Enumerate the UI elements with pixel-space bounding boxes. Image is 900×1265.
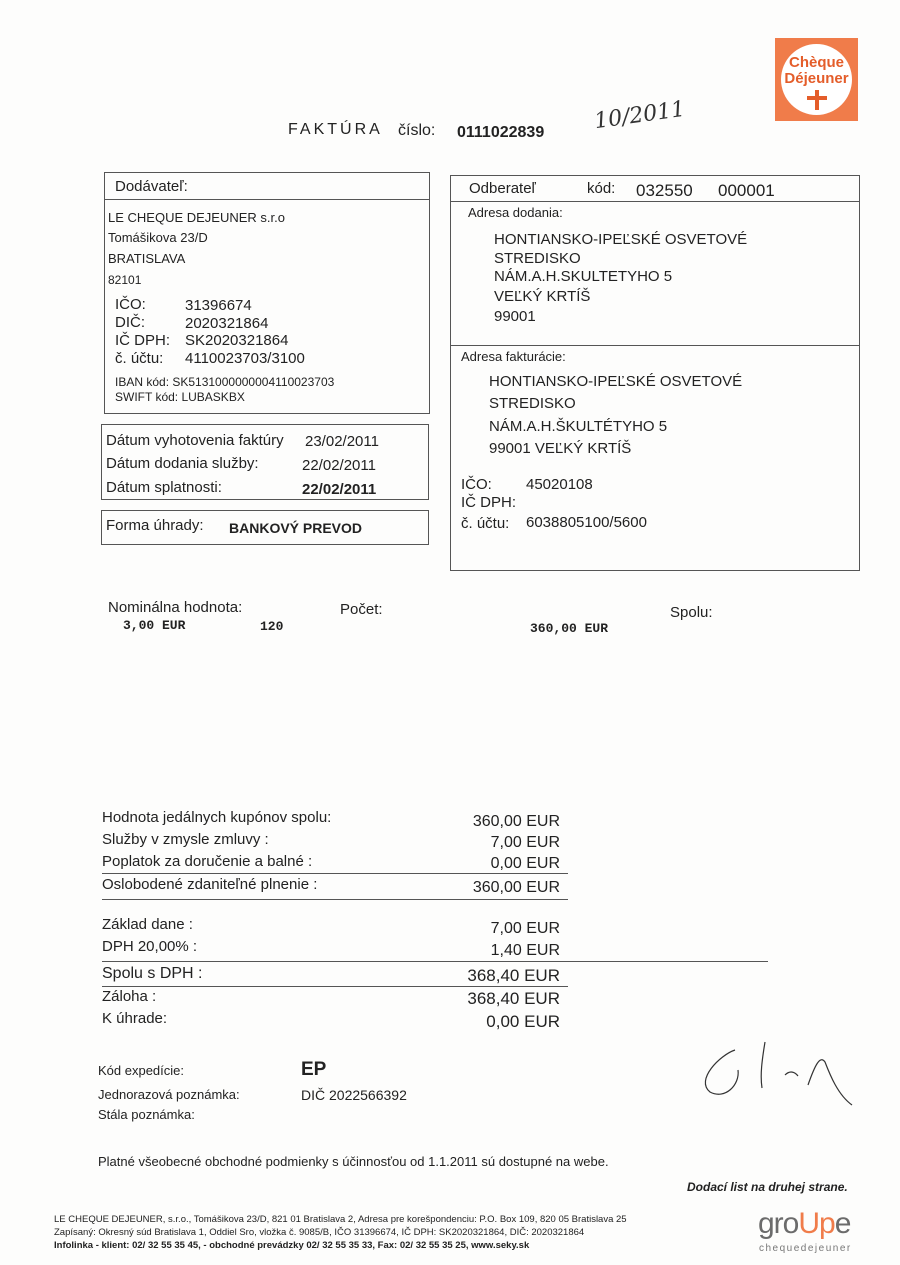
delivery-date: 22/02/2011	[302, 457, 376, 474]
signature	[690, 1030, 870, 1130]
count-header: Počet:	[340, 601, 383, 618]
logo-line2: Déjeuner	[784, 70, 849, 87]
payment-method: BANKOVÝ PREVOD	[229, 520, 363, 536]
summary-label: Spolu s DPH :	[102, 965, 203, 982]
summary-label: Poplatok za doručenie a balné :	[102, 853, 313, 870]
logo-line1: Chèque	[788, 54, 844, 71]
summary-value: 7,00 EUR	[490, 834, 560, 851]
delivery-address-line: NÁM.A.H.SKULTETYHO 5	[494, 268, 673, 285]
issue-date-label: Dátum vyhotovenia faktúry	[106, 432, 284, 449]
delivery-address-line: 99001	[494, 308, 536, 325]
count-value: 120	[260, 619, 284, 634]
summary-label: Oslobodené zdaniteľné plnenie :	[102, 876, 318, 893]
one-time-note-label: Jednorazová poznámka:	[98, 1087, 240, 1102]
summary-value: 0,00 EUR	[490, 855, 560, 872]
summary-value: 368,40 EUR	[467, 989, 560, 1008]
supplier-dic: 2020321864	[185, 315, 269, 332]
customer-code-1: 032550	[636, 181, 693, 200]
billing-address-line: NÁM.A.H.ŠKULTÉTYHO 5	[489, 418, 668, 435]
terms-text: Platné všeobecné obchodné podmienky s účinnosťou od 1.1.2011 sú dostupné na webe.	[98, 1154, 609, 1169]
customer-account: 6038805100/5600	[526, 514, 647, 531]
billing-address-line: STREDISKO	[489, 395, 576, 412]
customer-ico: 45020108	[526, 476, 593, 493]
supplier-dic-label: DIČ:	[115, 314, 145, 331]
logo-mark-icon	[805, 90, 829, 112]
due-date: 22/02/2011	[302, 481, 377, 498]
customer-ico-label: IČO:	[461, 476, 492, 493]
delivery-date-label: Dátum dodania služby:	[106, 455, 259, 472]
invoice-number-label: číslo:	[398, 122, 436, 139]
summary-value: 360,00 EUR	[472, 813, 560, 830]
footer-line: Zapísaný: Okresný súd Bratislava 1, Oddiel Sro, vložka č. 9085/B, IČO 31396674, IČ DPH: SK2020321864, DIČ: 2020321864	[54, 1227, 585, 1238]
supplier-street: Tomášikova 23/D	[108, 230, 208, 245]
supplier-account-label: č. účtu:	[115, 350, 164, 367]
summary-label: K úhrade:	[102, 1010, 168, 1027]
supplier-iban: IBAN kód: SK5131000000004110023703	[115, 375, 335, 389]
billing-address-line: HONTIANSKO-IPEĽSKÉ OSVETOVÉ	[489, 373, 743, 390]
delivery-address-label: Adresa dodania:	[468, 205, 563, 220]
issue-date: 23/02/2011	[305, 433, 379, 450]
delivery-address-line: STREDISKO	[494, 250, 581, 267]
summary-label: Služby v zmysle zmluvy :	[102, 831, 269, 848]
expedition-code-label: Kód expedície:	[98, 1063, 185, 1078]
summary-label: Záloha :	[102, 988, 157, 1005]
customer-icdph-label: IČ DPH:	[461, 494, 517, 511]
footer-line: Infolinka - klient: 02/ 32 55 35 45, - obchodné prevádzky 02/ 32 55 35 33, Fax: 02/ 32 55 35 25, www.seky.sk	[54, 1240, 530, 1251]
customer-code-label: kód:	[587, 180, 616, 197]
nominal-value: 3,00 EUR	[123, 618, 186, 633]
billing-address-label: Adresa fakturácie:	[461, 349, 566, 364]
summary-value: 360,00 EUR	[472, 879, 560, 896]
summary-value: 368,40 EUR	[467, 966, 560, 985]
groupe-logo: groUpe	[758, 1207, 851, 1240]
summary-value: 0,00 EUR	[486, 1012, 560, 1031]
one-time-note: DIČ 2022566392	[301, 1087, 407, 1103]
supplier-header: Dodávateľ:	[115, 178, 188, 195]
total-value: 360,00 EUR	[530, 621, 609, 636]
summary-value: 1,40 EUR	[490, 942, 560, 959]
nominal-value-header: Nominálna hodnota:	[108, 599, 243, 616]
summary-label: Hodnota jedálnych kupónov spolu:	[102, 809, 332, 826]
delivery-address-line: HONTIANSKO-IPEĽSKÉ OSVETOVÉ	[494, 231, 748, 248]
permanent-note-label: Stála poznámka:	[98, 1107, 195, 1122]
payment-label: Forma úhrady:	[106, 517, 204, 534]
due-date-label: Dátum splatnosti:	[106, 479, 222, 496]
invoice-title: FAKTÚRA	[288, 121, 383, 138]
delivery-note-text: Dodací list na druhej strane.	[687, 1180, 848, 1194]
customer-header: Odberateľ	[469, 180, 536, 197]
supplier-swift: SWIFT kód: LUBASKBX	[115, 390, 245, 404]
supplier-ico-label: IČO:	[115, 296, 146, 313]
expedition-code: EP	[301, 1059, 327, 1080]
customer-account-label: č. účtu:	[461, 515, 510, 532]
customer-code-2: 000001	[718, 181, 775, 200]
invoice-number: 0111022839	[457, 124, 545, 141]
billing-address-line: 99001 VEĽKÝ KRTÍŠ	[489, 440, 632, 457]
delivery-address-line: VEĽKÝ KRTÍŠ	[494, 288, 591, 305]
total-header: Spolu:	[670, 604, 713, 621]
supplier-city: BRATISLAVA	[108, 251, 186, 266]
supplier-zip: 82101	[108, 273, 142, 287]
handwritten-note: 10/2011	[592, 96, 687, 135]
groupe-logo-subtitle: chequedejeuner	[759, 1243, 852, 1254]
supplier-name: LE CHEQUE DEJEUNER s.r.o	[108, 210, 285, 225]
supplier-icdph: SK2020321864	[185, 332, 289, 349]
supplier-account: 4110023703/3100	[185, 350, 305, 367]
summary-label: DPH 20,00% :	[102, 938, 198, 955]
supplier-ico: 31396674	[185, 297, 252, 314]
summary-label: Základ dane :	[102, 916, 193, 933]
footer-line: LE CHEQUE DEJEUNER, s.r.o., Tomášikova 23/D, 821 01 Bratislava 2, Adresa pre korešpondenciu: P.O. Box 109, 820 05 Bratislava 25	[54, 1214, 627, 1225]
cheque-dejeuner-logo	[775, 38, 858, 121]
supplier-icdph-label: IČ DPH:	[115, 332, 171, 349]
summary-value: 7,00 EUR	[490, 920, 560, 937]
